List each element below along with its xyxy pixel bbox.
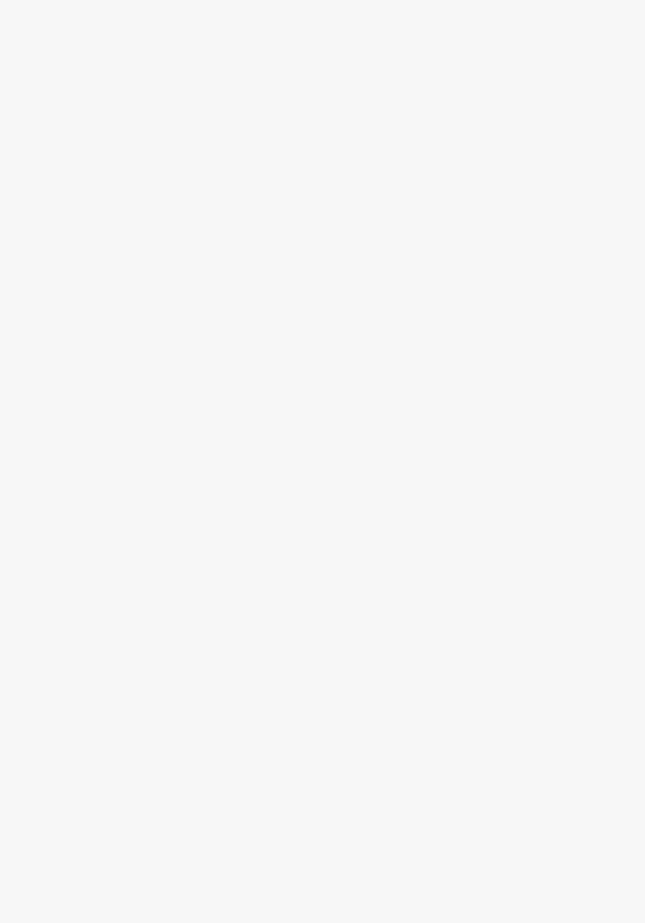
answer-content	[5, 6, 635, 34]
